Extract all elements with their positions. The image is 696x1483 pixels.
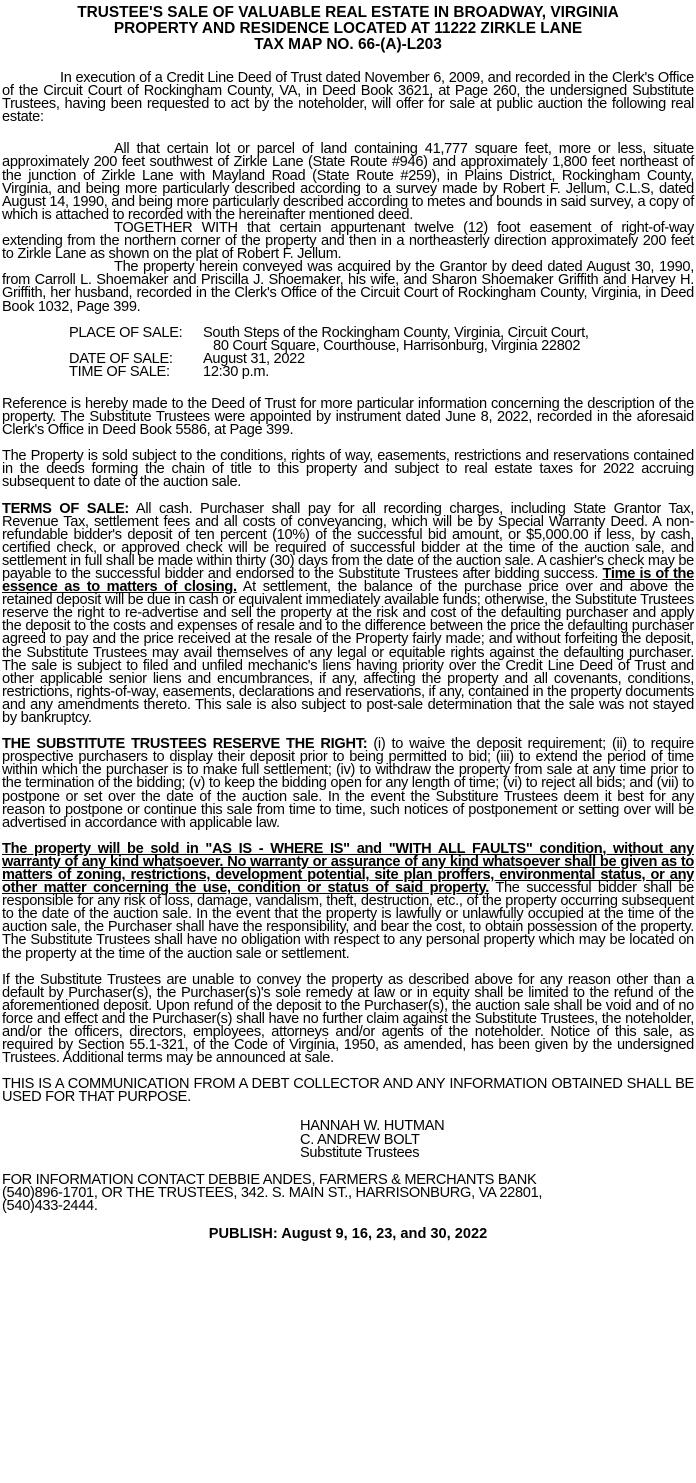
contact-line-3: (540)433-2444. — [2, 1197, 98, 1214]
place-of-sale-line-2: 80 Court Square, Courthouse, Harrisonburg, Virginia 22802 — [213, 337, 581, 354]
unable-to-convey-paragraph: If the Substitute Trustees are unable to convey the property as described above for any reason other than a default by Purchaser(s), the Purchaser(s)'s sole remedy at law or in equity shall be limited to the refund of the aforementioned deposit. Upon refund of the deposit to the Purchaser(s), the auction sale shall be void and of no force and effect and the Purchaser(s) shall have no further claim against the Substitute Trustees, the noteholder, and/or the officers, directors, employees, attorneys and/or agents of the noteholder. Notice of this sale, as required by Section 55.1-321, of the Code of Virginia, 1950, as amended, has been given by the undersigned Trustees. Additional terms may be announced at sale. — [2, 971, 694, 1067]
as-is-emphasis: The property will be sold in "AS IS - WHERE IS" and "WITH ALL FAULTS" condition, without any warranty of any kind whatsoever. No warranty or assurance of any kind whatsoever shall be given as to matters of zoning, restrictions, development potential, site plan proffers, environmental status, or any other matter concerning the use, condition or status of said property. — [2, 840, 694, 897]
contact-info — [2, 1171, 694, 1214]
trustee-name-2: C. ANDREW BOLT — [300, 1131, 420, 1148]
reference-paragraph: Reference is hereby made to the Deed of Trust for more particular information concerning the description of the property. The Substitute Trustees were appointed by instrument dated June 8, 2022, recorded in the aforesaid Clerk's Office in Deed Book 5586, at Page 399. — [2, 395, 694, 439]
place-of-sale-label: PLACE OF SALE: — [69, 324, 183, 341]
trustee-signatures — [300, 1120, 694, 1159]
terms-of-sale-heading: TERMS OF SALE: — [2, 500, 129, 517]
title-line-3: TAX MAP NO. 66-(A)-L203 — [254, 36, 442, 53]
time-essence-emphasis: Time is of the essence as to matters of closing. — [2, 566, 694, 596]
subject-to-paragraph: The Property is sold subject to the conditions, rights of way, easements, restrictions and reservations contained in the deeds forming the chain of title to this property and subject to real estate taxes for 2022 accruing subsequent to date of the auction sale. — [2, 448, 694, 491]
publish-dates: PUBLISH: August 9, 16, 23, and 30, 2022 — [208, 1226, 488, 1243]
reserve-right-text: (i) to waive the deposit requirement; (ii) to require prospective purchasers to display their deposit prior to being permitted to bid; (iii) to extend the period of time within which the purchaser is to make full settlement; (iv) to withdraw the property from sale at any time prior to the termination of the bidding; (v) to keep the bidding open for any length of time; (vi) to reject all bids; and (vii) to postpone or set over the date of the auction sale. In the event the Substiture Trustees deem it best for any reason to postpone or continue this sale from time to time, such notices of postponement or setting over will be advertised in accordance with applicable law. — [2, 736, 694, 831]
time-of-sale-label: TIME OF SALE: — [69, 363, 170, 380]
date-of-sale-value: August 31, 2022 — [203, 350, 305, 367]
trustee-role: Substitute Trustees — [300, 1144, 420, 1161]
debt-collector-notice: THIS IS A COMMUNICATION FROM A DEBT COLLECTOR AND ANY INFORMATION OBTAINED SHALL BE USED FOR THAT PURPOSE. — [2, 1076, 694, 1106]
date-of-sale-label: DATE OF SALE: — [69, 350, 173, 367]
terms-text-b: At settlement, the balance of the purchase price over and above the retained deposit will be due in cash or equivalent immediately available funds; otherwise, the Substitute Trustees reserve the right to re-advertise and sell the property at the risk and cost of the defaulting purchaser and apply the deposit to the costs and expenses of resale and to the difference between the price the defaulting purchaser agreed to pay and the price received at the resale of the Property fairly made; and without forfeiting the deposit, the Substitute Trustees may avail themselves of any legal or equitable rights against the defaulting purchaser. The sale is subject to filed and unfiled mechanic's liens having priority over the Credit Line Deed of Trust and other applicable senior liens and encumbrances, if any, affecting the property and all covenants, conditions, restrictions, rights-of-way, easements, declarations and reservations, if any, contained in the property documents and any amendments thereto. This sale is also subject to post-sale determination that the sale was not stayed by bankruptcy. — [2, 579, 694, 727]
easement-paragraph: TOGETHER WITH that certain appurtenant twelve (12) foot easement of right-of-way extending from the northern corner of the property and then in a northeasterly direction approximately 200 feet to Zirkle Lane as shown on the plat of Robert F. Jellum. — [2, 219, 694, 263]
title-line-2: PROPERTY AND RESIDENCE LOCATED AT 11222 ZIRKLE LANE — [113, 20, 583, 37]
contact-line-1: FOR INFORMATION CONTACT DEBBIE ANDES, FARMERS & MERCHANTS BANK — [2, 1171, 537, 1188]
intro-paragraph: In execution of a Credit Line Deed of Trust dated November 6, 2009, and recorded in the Clerk's Office of the Circuit Court of Rockingham County, VA, in Deed Book 3621, at Page 260, the undersigned Substitute Trustees, having been requested to act by the noteholder, will offer for sale at public auction the following real estate: — [2, 70, 694, 126]
reserve-right-paragraph — [2, 738, 694, 830]
time-of-sale-value: 12:30 p.m. — [203, 363, 269, 380]
place-of-sale-line-1: South Steps of the Rockingham County, Virginia, Circuit Court, — [203, 324, 589, 341]
as-is-paragraph — [2, 840, 694, 962]
notice-title — [2, 5, 694, 53]
legal-notice — [2, 0, 694, 1241]
title-line-1: TRUSTEE'S SALE OF VALUABLE REAL ESTATE IN BROADWAY, VIRGINIA — [77, 4, 619, 21]
reserve-right-heading: THE SUBSTITUTE TRUSTEES RESERVE THE RIGHT: — [2, 736, 368, 753]
acquisition-paragraph: The property herein conveyed was acquired by the Grantor by deed dated August 30, 1990, from Carroll L. Shoemaker and Priscilla J. Shoemaker, his wife, and Sharon Shoemaker Griffith and Harvey H. Griffith, her husband, recorded in the Clerk's Office of the Circuit Court of Rockingham County, Virginia, in Deed Book 1032, Page 399. — [2, 259, 694, 315]
property-description-paragraph: All that certain lot or parcel of land containing 41,777 square feet, more or less, situate approximately 200 feet southwest of Zirkle Lane (State Route #946) and approximately 1,800 feet northeast of the junction of Zirkle Lane with Mayland Road (State Route #259), in Plains District, Rockingham County, Virginia, and being more particularly described according to a survey made by Robert F. Jellum, C.L.S, dated August 14, 1990, and being more particularly described according to metes and bounds in said survey, a copy of which is attached to recorded with the hereinafter mentioned deed. — [2, 141, 694, 223]
sale-info — [69, 324, 694, 380]
contact-line-2: (540)896-1701, OR THE TRUSTEES, 342. S. MAIN ST., HARRISONBURG, VA 22801, — [2, 1184, 543, 1201]
terms-text-a: All cash. Purchaser shall pay for all recording charges, including State Grantor Tax, Revenue Tax, settlement fees and all costs of conveyancing, which will be by Special Warranty Deed. A non-refundable bidder's deposit of ten percent (10%) of the successful bid amount, or $5,000.00 if less, by cash, certified check, or approved check will be required of successful bidder at the time of the auction sale, and settlement in full shall be made within thirty (30) days from the date of the auction sale. A cashier's check may be payable to the successful bidder and endorsed to the Substitute Trustees after bidding success. — [2, 500, 694, 582]
as-is-text: The successful bidder shall be responsible for any risk of loss, damage, vandalism, theft, destruction, etc., of the property occurring subsequent to the date of the auction sale. In the event that the property is lawfully or unlawfully occupied at the time of the auction sale, the Purchaser shall have the responsibility, and bear the cost, to obtain possession of the property. The Substitute Trustees shall have no obligation with respect to any personal property which may be located on the property at the time of the auction sale or settlement. — [2, 880, 694, 962]
terms-of-sale-paragraph — [2, 500, 694, 727]
trustee-name-1: HANNAH W. HUTMAN — [300, 1118, 445, 1135]
